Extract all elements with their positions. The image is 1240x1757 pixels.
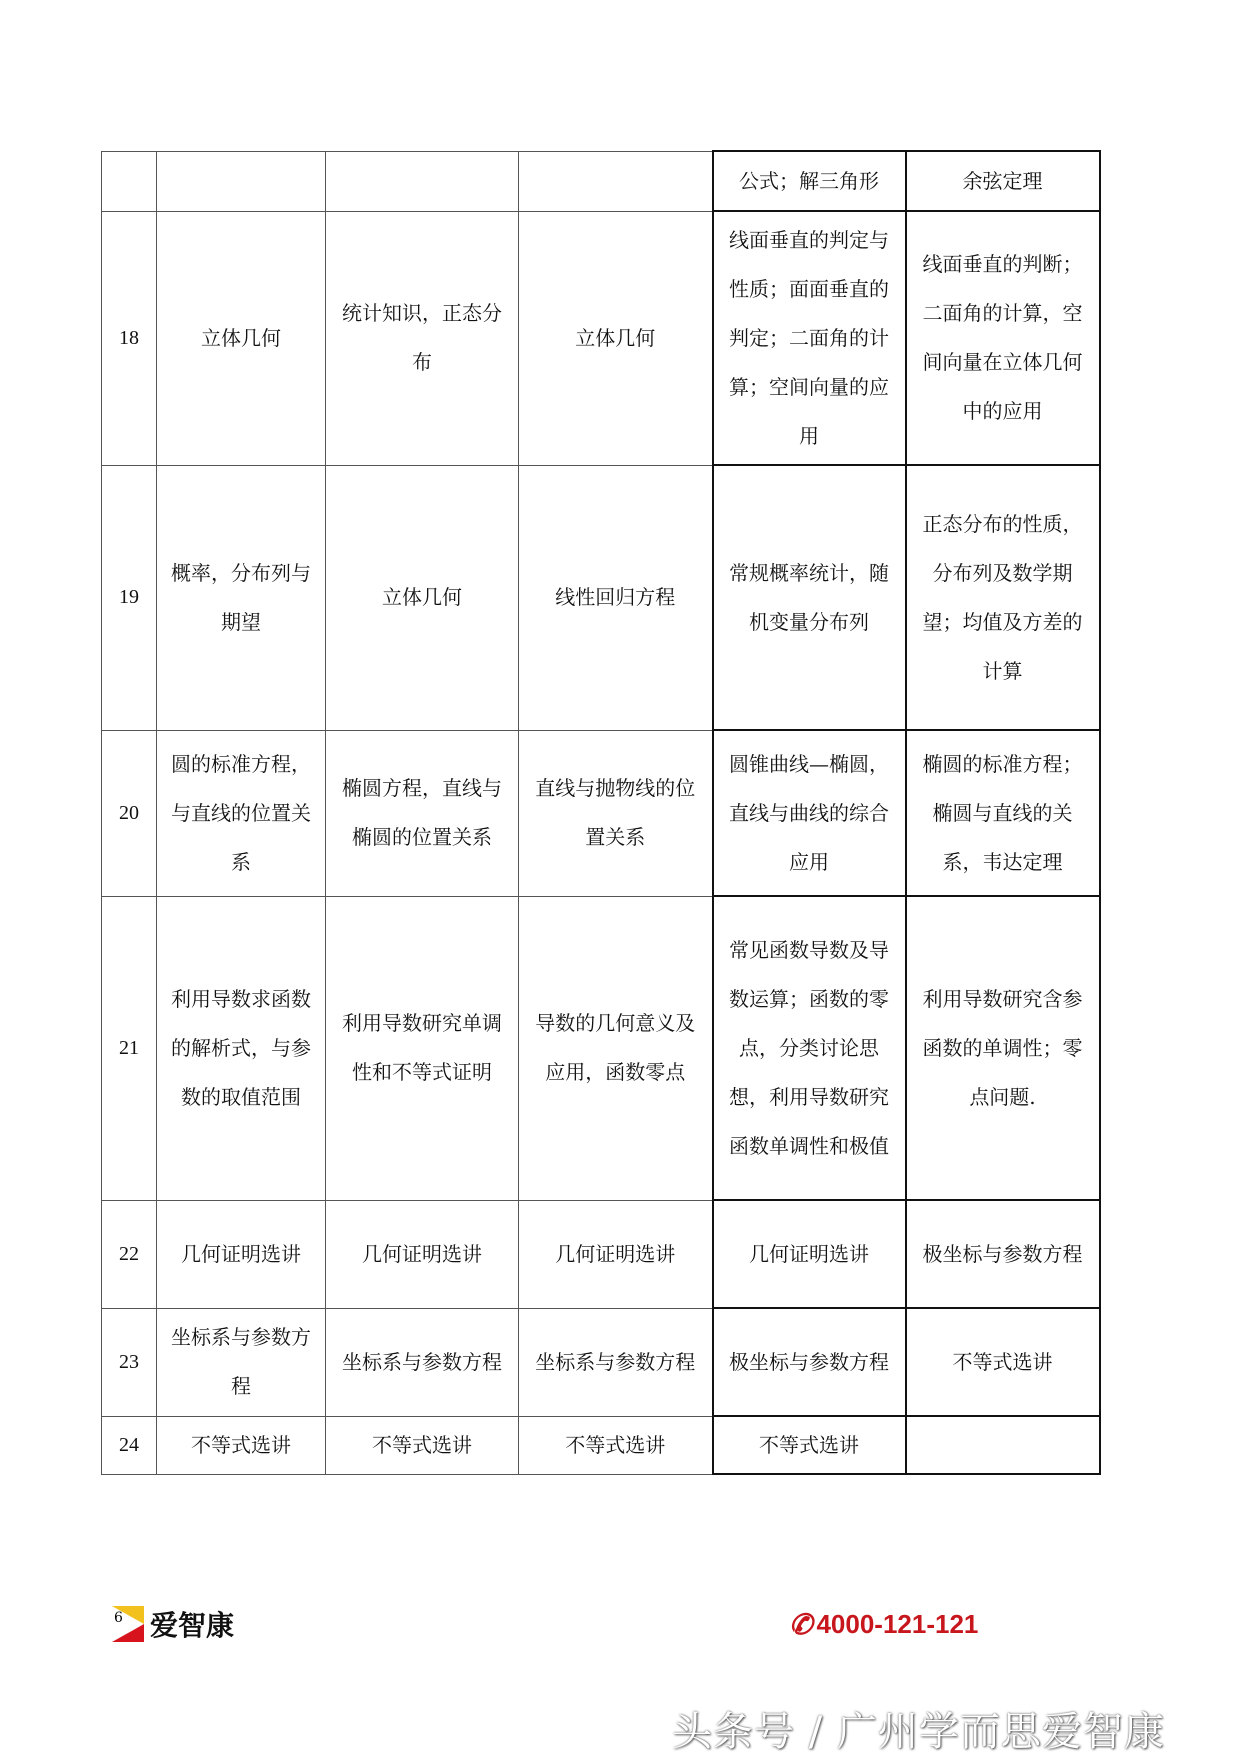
table-cell: 几何证明选讲 — [157, 1200, 326, 1308]
table-cell — [906, 1416, 1100, 1474]
question-number: 18 — [102, 211, 157, 465]
table-row — [102, 1416, 1100, 1474]
table-cell: 统计知识，正态分布 — [326, 211, 519, 465]
footer-logo — [112, 1604, 234, 1644]
table-row — [102, 465, 1100, 730]
table-cell: 线面垂直的判定与性质；面面垂直的判定；二面角的计算；空间向量的应用 — [713, 211, 906, 465]
table-cell: 椭圆的标准方程；椭圆与直线的关系，韦达定理 — [906, 730, 1100, 896]
table-cell: 常规概率统计，随机变量分布列 — [713, 465, 906, 730]
table-row — [102, 730, 1100, 896]
table-cell: 线面垂直的判断；二面角的计算，空间向量在立体几何中的应用 — [906, 211, 1100, 465]
logo-icon — [112, 1606, 144, 1642]
table-cell: 圆的标准方程，与直线的位置关系 — [157, 730, 326, 896]
table-cell: 常见函数导数及导数运算；函数的零点，分类讨论思想，利用导数研究函数单调性和极值 — [713, 896, 906, 1200]
table-cell: 立体几何 — [326, 465, 519, 730]
table-cell: 直线与抛物线的位置关系 — [519, 730, 713, 896]
table-cell: 极坐标与参数方程 — [906, 1200, 1100, 1308]
table-cell: 不等式选讲 — [713, 1416, 906, 1474]
source-credit: 头条号 / 广州学而思爱智康 — [672, 1709, 1165, 1755]
page-number: 6 — [114, 1610, 123, 1626]
table-cell: 坐标系与参数方程 — [519, 1308, 713, 1416]
table-cell — [519, 151, 713, 211]
table-cell: 几何证明选讲 — [519, 1200, 713, 1308]
question-number: 24 — [102, 1416, 157, 1474]
table-cell: 不等式选讲 — [519, 1416, 713, 1474]
question-number: 23 — [102, 1308, 157, 1416]
question-number: 22 — [102, 1200, 157, 1308]
table-cell: 几何证明选讲 — [326, 1200, 519, 1308]
question-number: 20 — [102, 730, 157, 896]
curriculum-table — [101, 150, 1101, 1475]
table-cell: 坐标系与参数方程 — [326, 1308, 519, 1416]
table-cell: 立体几何 — [519, 211, 713, 465]
table-cell: 利用导数研究含参函数的单调性；零点问题. — [906, 896, 1100, 1200]
table-cell: 坐标系与参数方程 — [157, 1308, 326, 1416]
table-cell: 不等式选讲 — [157, 1416, 326, 1474]
question-number — [102, 151, 157, 211]
table-cell: 不等式选讲 — [326, 1416, 519, 1474]
table-cell: 利用导数求函数的解析式，与参数的取值范围 — [157, 896, 326, 1200]
table-cell: 极坐标与参数方程 — [713, 1308, 906, 1416]
table-row — [102, 1200, 1100, 1308]
table-row — [102, 151, 1100, 211]
table-cell: 圆锥曲线—椭圆，直线与曲线的综合应用 — [713, 730, 906, 896]
table-cell — [326, 151, 519, 211]
table-cell: 导数的几何意义及应用，函数零点 — [519, 896, 713, 1200]
table-cell: 不等式选讲 — [906, 1308, 1100, 1416]
question-number: 21 — [102, 896, 157, 1200]
table-row — [102, 896, 1100, 1200]
phone-number: 4000-121-121 — [816, 1609, 979, 1639]
table-row — [102, 1308, 1100, 1416]
table-cell: 正态分布的性质，分布列及数学期望；均值及方差的计算 — [906, 465, 1100, 730]
phone-icon: ✆ — [789, 1609, 813, 1640]
table-row — [102, 211, 1100, 465]
table-cell: 利用导数研究单调性和不等式证明 — [326, 896, 519, 1200]
table-cell: 立体几何 — [157, 211, 326, 465]
table-cell: 公式；解三角形 — [713, 151, 906, 211]
logo-text: 爱智康 — [150, 1609, 235, 1642]
table-cell: 线性回归方程 — [519, 465, 713, 730]
footer-phone — [789, 1608, 978, 1641]
table-cell — [157, 151, 326, 211]
table-cell: 概率，分布列与期望 — [157, 465, 326, 730]
table-cell: 椭圆方程，直线与椭圆的位置关系 — [326, 730, 519, 896]
question-number: 19 — [102, 465, 157, 730]
table-cell: 几何证明选讲 — [713, 1200, 906, 1308]
table-cell: 余弦定理 — [906, 151, 1100, 211]
